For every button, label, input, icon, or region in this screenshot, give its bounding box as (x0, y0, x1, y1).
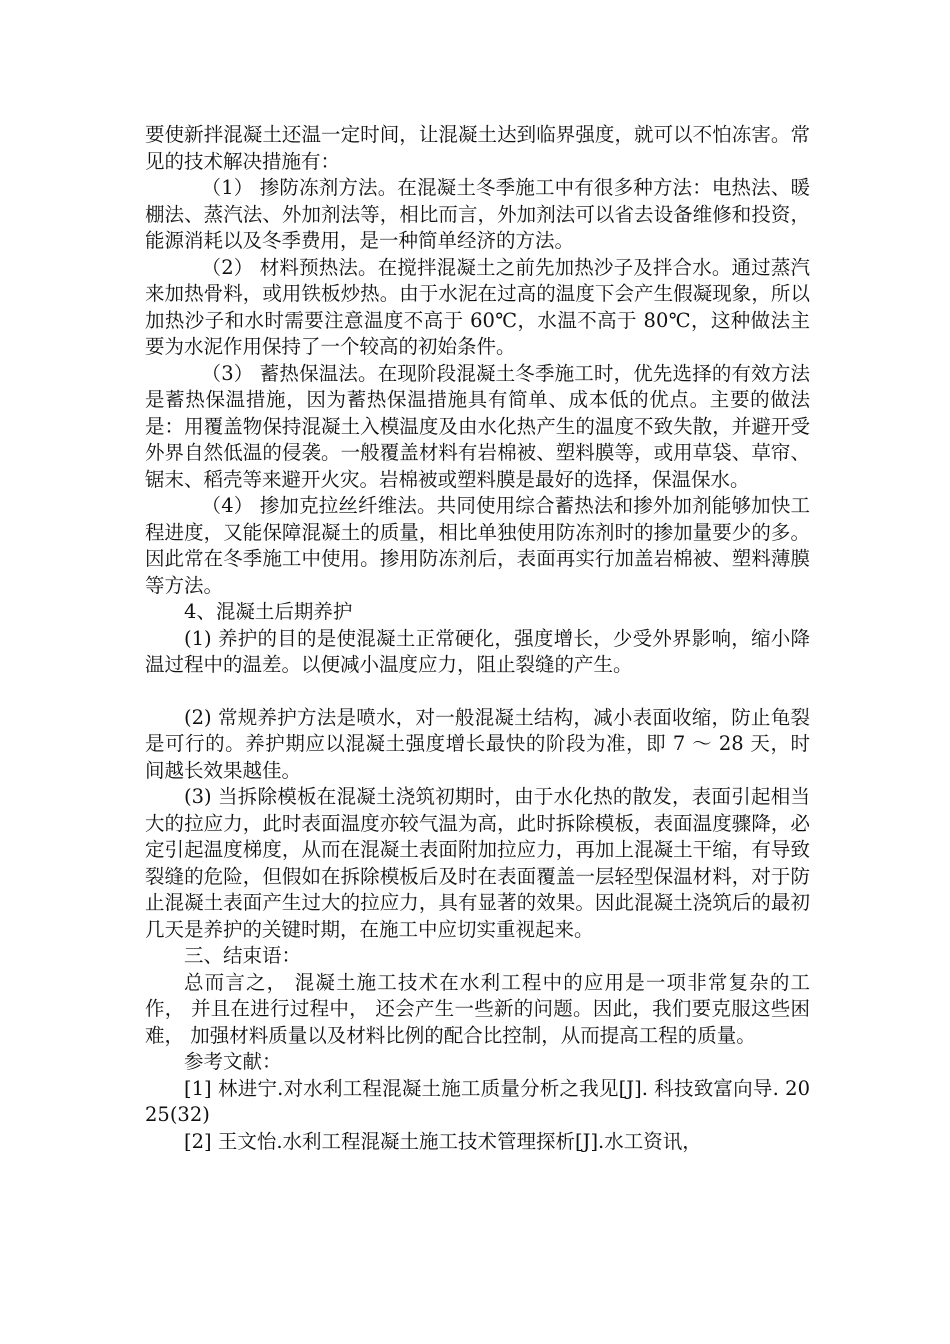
paragraph-method-4: （4） 掺加克拉丝纤维法。共同使用综合蓄热法和掺外加剂能够加快工程进度，又能保障混凝土的质量，相比单独使用防冻剂时的掺加量要少的多。因此常在冬季施工中使用。掺用防冻剂后，表面再实行加盖岩棉被、塑料薄膜等方法。 (145, 494, 810, 597)
references-heading: 参考文献： (184, 1050, 282, 1073)
reference-item-1: [1] 林进宁.对水利工程混凝土施工质量分析之我见[J]. 科技致富向导. 2025(32) (145, 1076, 810, 1126)
paragraph-method-3: （3） 蓄热保温法。在现阶段混凝土冬季施工时，优先选择的有效方法是蓄热保温措施，因为蓄热保温措施具有简单、成本低的优点。主要的做法是：用覆盖物保持混凝土入模温度及由水化热产生的温度不致失散，并避开受外界自然低温的侵袭。一般覆盖材料有岩棉被、塑料膜等，或用草袋、草帘、锯末、稻壳等来避开火灾。岩棉被或塑料膜是最好的选择，保温保水。 (145, 361, 810, 491)
paragraph-method-1: （1） 掺防冻剂方法。在混凝土冬季施工中有很多种方法：电热法、暖棚法、蒸汽法、外加剂法等，相比而言，外加剂法可以省去设备维修和投资，能源消耗以及冬季费用，是一种简单经济的方法。 (145, 176, 810, 252)
paragraph-method-2: （2） 材料预热法。在搅拌混凝土之前先加热沙子及拌合水。通过蒸汽来加热骨料，或用铁板炒热。由于水泥在过高的温度下会产生假凝现象，所以加热沙子和水时需要注意温度不高于 60℃，水温不高于 80℃，这种做法主要为水泥作用保持了一个较高的初始条件。 (145, 255, 810, 358)
section-heading-curing: 4、混凝土后期养护 (184, 600, 353, 623)
paragraph-intro: 要使新拌混凝土还温一定时间，让混凝土达到临界强度，就可以不怕冻害。常见的技术解决措施有： (145, 123, 810, 173)
section-heading-conclusion: 三、结束语： (184, 944, 302, 967)
paragraph-curing-2: (2) 常规养护方法是喷水，对一般混凝土结构，减小表面收缩，防止龟裂是可行的。养护期应以混凝土强度增长最快的阶段为准，即 7 ～ 28 天，时间越长效果越佳。 (145, 705, 810, 782)
paragraph-conclusion: 总而言之， 混凝土施工技术在水利工程中的应用是一项非常复杂的工作， 并且在进行过程中， 还会产生一些新的问题。因此，我们要克服这些困难， 加强材料质量以及材料比例的配合比控制，从而提高工程的质量。 (145, 970, 810, 1047)
paragraph-curing-3: (3) 当拆除模板在混凝土浇筑初期时，由于水化热的散发，表面引起相当大的拉应力，此时表面温度亦较气温为高，此时拆除模板，表面温度骤降，必定引起温度梯度，从而在混凝土表面附加拉应力，再加上混凝土干缩，有导致裂缝的危险，但假如在拆除模板后及时在表面覆盖一层轻型保温材料，对于防止混凝土表面产生过大的拉应力，具有显著的效果。因此混凝土浇筑后的最初几天是养护的关键时期，在施工中应切实重视起来。 (145, 785, 810, 941)
reference-item-2: [2] 王文怡.水利工程混凝土施工技术管理探析[J].水工资讯， (184, 1129, 702, 1153)
document-body (145, 122, 810, 1155)
paragraph-curing-1: (1) 养护的目的是使混凝土正常硬化，强度增长，少受外界影响，缩小降温过程中的温差。以便减小温度应力，阻止裂缝的产生。 (145, 626, 810, 676)
